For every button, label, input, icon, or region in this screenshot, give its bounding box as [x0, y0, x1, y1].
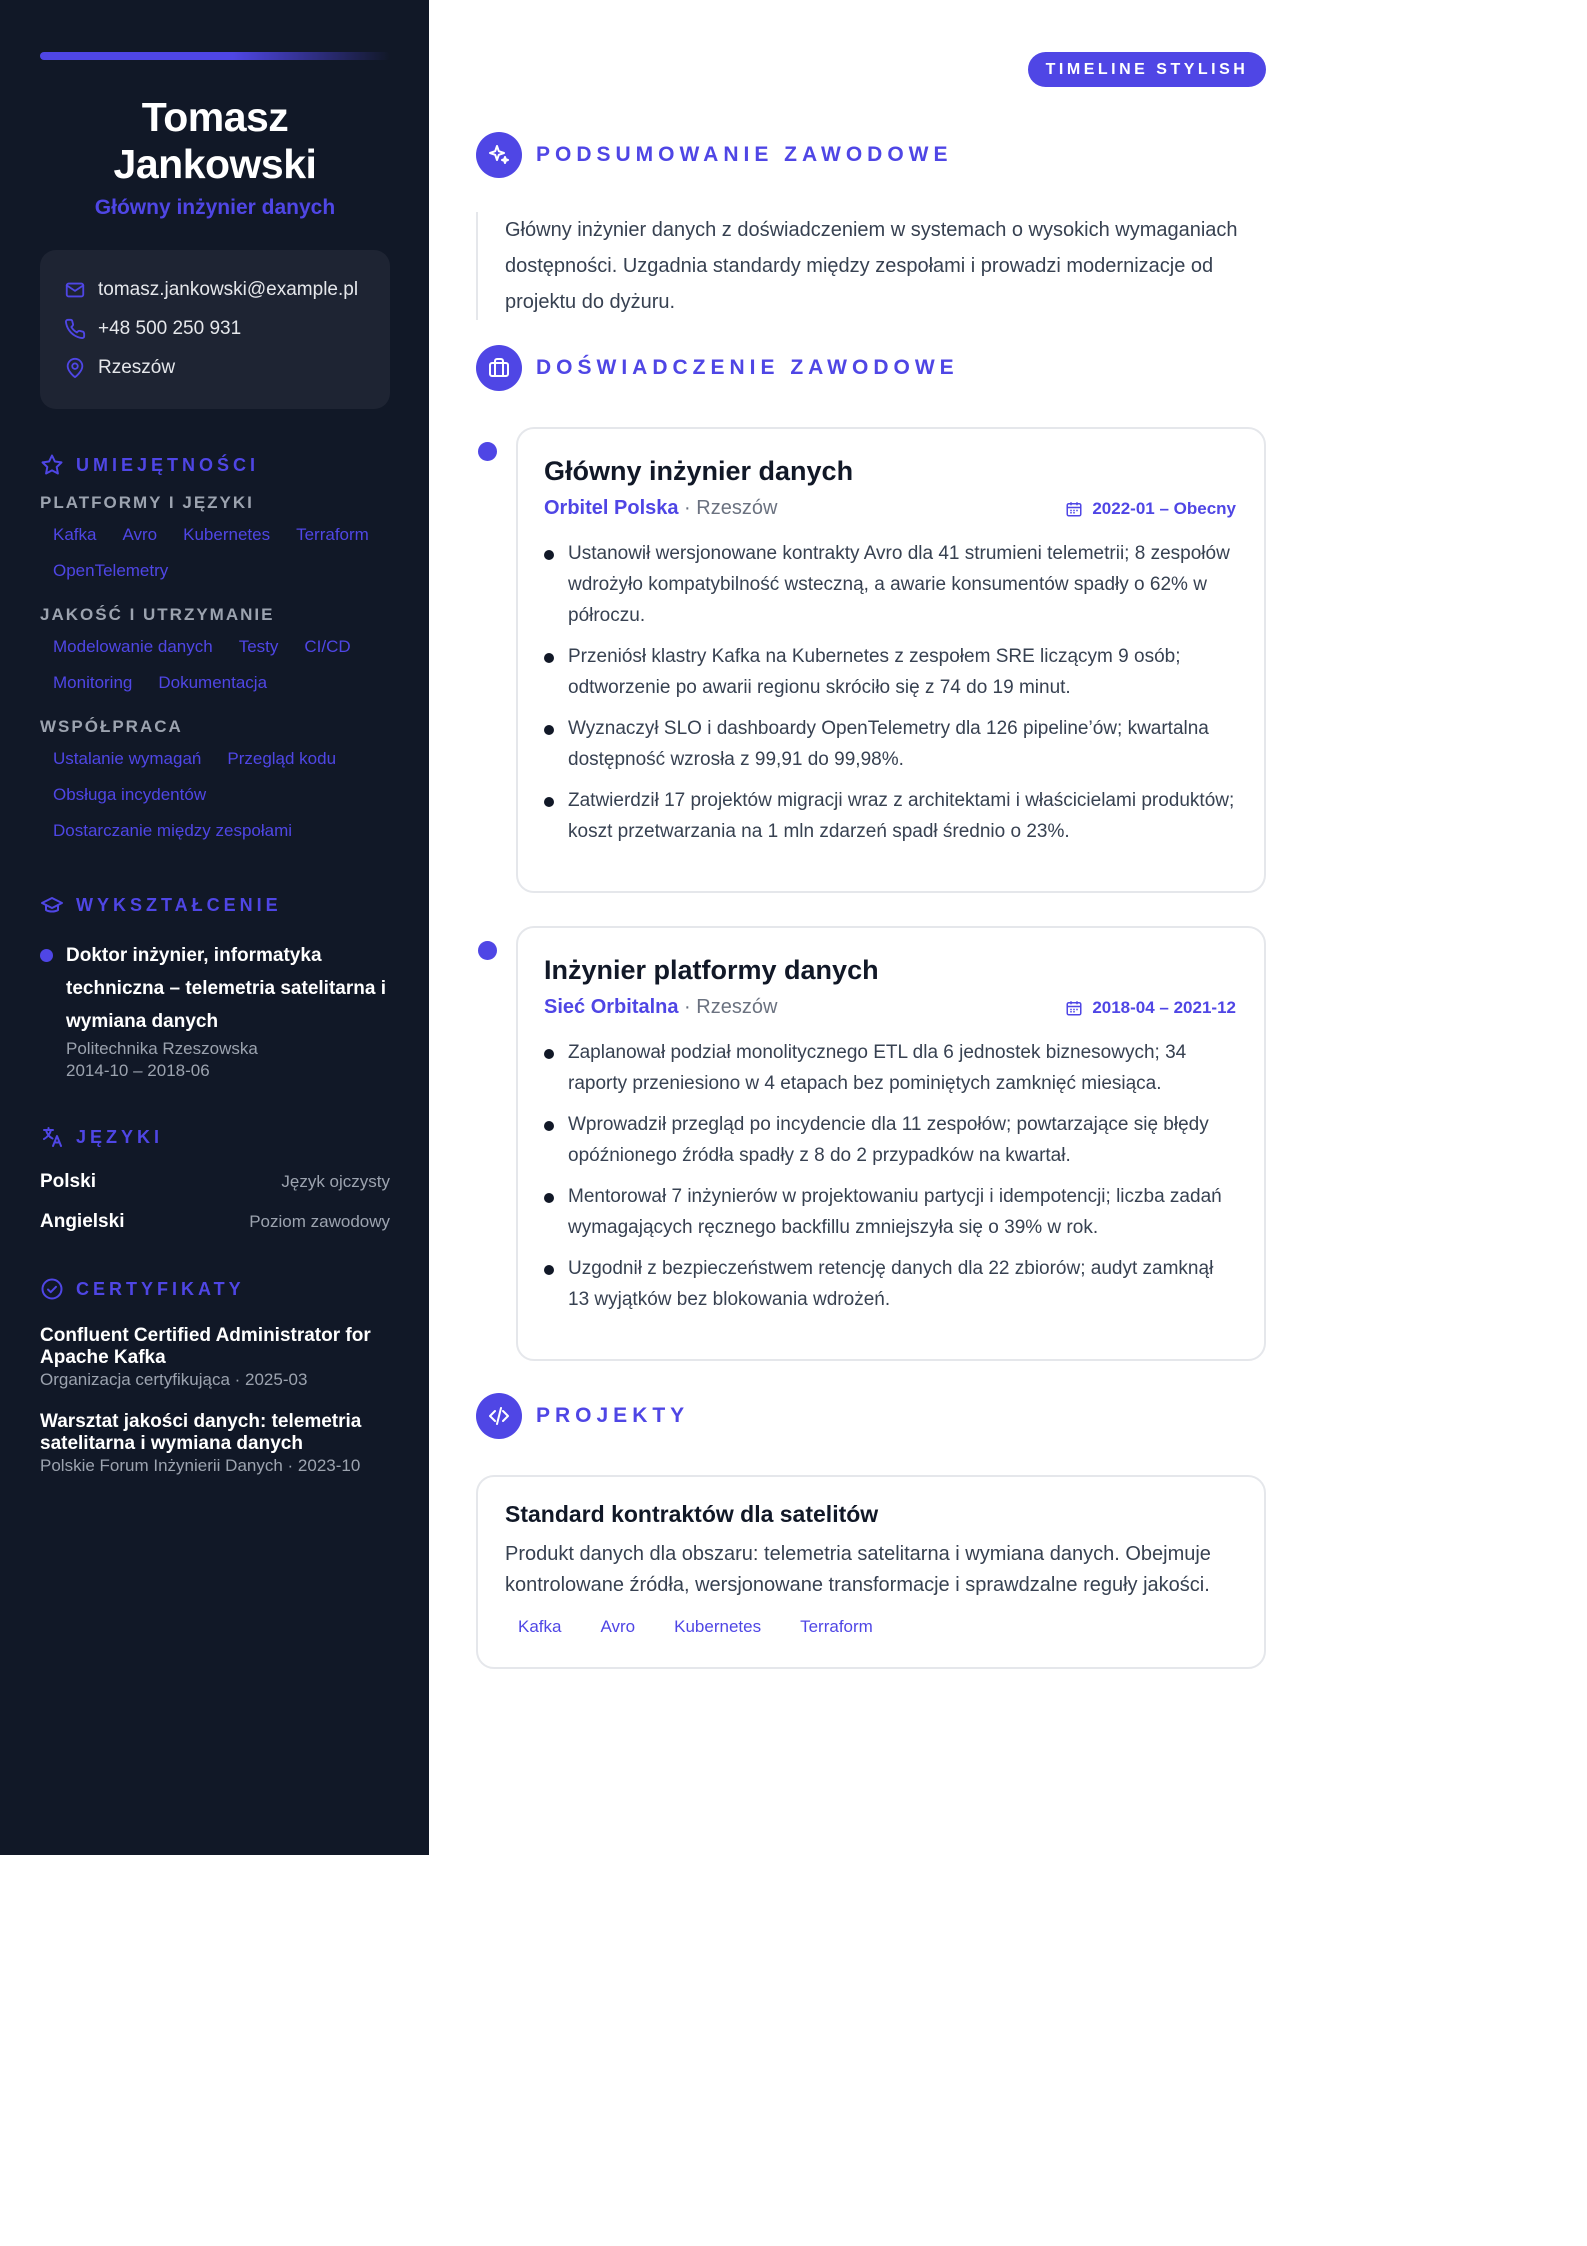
education-entry	[40, 939, 390, 1083]
phone-text: +48 500 250 931	[98, 317, 242, 339]
achievement-item: Wprowadził przegląd po incydencie dla 11 zespołów; powtarzające się błędy opóźnionego źródła spadły z 8 do 2 przypadków na kwartał.	[544, 1109, 1236, 1171]
project-tag: Kafka	[518, 1617, 562, 1636]
certificates-heading-text: CERTYFIKATY	[76, 1278, 245, 1299]
education-heading-text: WYKSZTAŁCENIE	[76, 894, 282, 915]
language-name: Angielski	[40, 1211, 125, 1232]
sidebar	[0, 0, 429, 1855]
job-dates-text: 2018-04 – 2021-12	[1092, 997, 1236, 1017]
education-degree: Doktor inżynier, informatyka techniczna – telemetria satelitarna i wymiana danych	[66, 945, 386, 1032]
calendar-icon	[1065, 999, 1092, 1017]
project-tag: Terraform	[800, 1617, 873, 1636]
job-card	[516, 926, 1266, 1361]
certificate-meta: Organizacja certyfikująca · 2025-03	[40, 1370, 308, 1389]
projects-heading	[476, 1393, 689, 1439]
mail-icon	[64, 279, 86, 301]
job-location: · Rzeszów	[678, 996, 778, 1018]
contact-email[interactable]	[64, 270, 370, 309]
timeline-dot	[40, 949, 53, 962]
language-row	[40, 1211, 390, 1233]
company-name: Sieć Orbitalna	[544, 996, 679, 1018]
email-text: tomasz.jankowski@example.pl	[98, 278, 359, 300]
skill-chip: Dokumentacja	[158, 673, 268, 692]
achievement-list	[544, 538, 1236, 847]
skill-chip: Avro	[122, 525, 158, 544]
skill-chip: Testy	[238, 637, 279, 656]
language-level: Język ojczysty	[281, 1172, 390, 1191]
contact-location	[64, 348, 370, 387]
job-company	[544, 996, 777, 1019]
certificate-meta: Polskie Forum Inżynierii Danych · 2023-10	[40, 1456, 361, 1475]
contact-phone[interactable]	[64, 309, 370, 348]
project-description: Produkt danych dla obszaru: telemetria satelitarna i wymiana danych. Obejmuje kontrolowane źródła, wersjonowane transformacje i sprawdzalne reguły jakości.	[505, 1543, 1211, 1596]
education-heading	[40, 893, 390, 917]
skill-chips	[40, 629, 390, 701]
project-tag: Kubernetes	[674, 1617, 762, 1636]
skill-chips	[40, 517, 390, 589]
skill-chip: CI/CD	[304, 637, 351, 656]
skill-group-title: JAKOŚĆ I UTRZYMANIE	[40, 605, 275, 624]
candidate-name: Tomasz Jankowski	[113, 94, 317, 187]
map-pin-icon	[64, 357, 86, 379]
job-dates	[1065, 499, 1236, 519]
experience-heading-text: DOŚWIADCZENIE ZAWODOWE	[536, 356, 959, 379]
achievement-item: Zatwierdził 17 projektów migracji wraz z architektami i właścicielami produktów; koszt przetwarzania na 1 mln zdarzeń spadł średnio o 23%.	[544, 785, 1236, 847]
skill-chip: Przegląd kodu	[227, 749, 337, 768]
candidate-role: Główny inżynier danych	[94, 196, 336, 219]
achievement-item: Ustanowił wersjonowane kontrakty Avro dla 41 strumieni telemetrii; 8 zespołów wdrożyło kompatybilność wsteczną, a awarie konsumentów spadły o 62% w półroczu.	[544, 538, 1236, 631]
summary-heading-text: PODSUMOWANIE ZAWODOWE	[536, 143, 953, 166]
skills-heading	[40, 453, 390, 477]
skill-chip: Monitoring	[53, 673, 133, 692]
company-name: Orbitel Polska	[544, 497, 679, 519]
skill-chip: Kafka	[53, 525, 97, 544]
summary-text: Główny inżynier danych z doświadczeniem w systemach o wysokich wymaganiach dostępności. Uzgadnia standardy między zespołami i prowadzi modernizacje od projektu do dyżuru.	[476, 212, 1266, 320]
skill-group-title: PLATFORMY I JĘZYKI	[40, 493, 254, 512]
accent-bar	[40, 52, 390, 60]
achievement-item: Zaplanował podział monolitycznego ETL dla 6 jednostek biznesowych; 34 raporty przeniesiono w 4 etapach bez pominiętych zamknięć miesiąca.	[544, 1037, 1236, 1099]
contact-card	[40, 250, 390, 409]
job-location: · Rzeszów	[678, 497, 778, 519]
education-dates: 2014-10 – 2018-06	[66, 1061, 210, 1080]
star-icon	[40, 453, 64, 477]
certificate-title: Warsztat jakości danych: telemetria satelitarna i wymiana danych	[40, 1411, 362, 1454]
skills-heading-text: UMIEJĘTNOŚCI	[76, 454, 260, 475]
skill-chips	[40, 741, 390, 849]
certificate-entry	[40, 1325, 390, 1391]
job-company	[544, 497, 777, 520]
certificates-heading	[40, 1277, 390, 1301]
job-title: Główny inżynier danych	[544, 456, 854, 486]
graduation-cap-icon	[40, 893, 64, 917]
achievement-item: Mentorował 7 inżynierów w projektowaniu partycji i idempotencji; liczba zadań wymagających ręcznego backfillu zmniejszyła się o 39% w rok.	[544, 1181, 1236, 1243]
achievement-list	[544, 1037, 1236, 1315]
location-text: Rzeszów	[98, 356, 176, 378]
languages-heading-text: JĘZYKI	[76, 1126, 164, 1147]
achievement-item: Przeniósł klastry Kafka na Kubernetes z zespołem SRE liczącym 9 osób; odtworzenie po awarii regionu skróciło się z 74 do 19 minut.	[544, 641, 1236, 703]
experience-heading	[476, 345, 959, 391]
job-meta	[544, 497, 1236, 520]
skill-chip: Dostarczanie między zespołami	[53, 821, 293, 840]
skill-chip: Terraform	[296, 525, 369, 544]
skill-chip: Obsługa incydentów	[53, 785, 207, 804]
template-badge: TIMELINE STYLISH	[1028, 52, 1266, 87]
achievement-item: Uzgodnił z bezpieczeństwem retencję danych dla 22 zbiorów; audyt zamknął 13 wyjątków bez blokowania wdrożeń.	[544, 1253, 1236, 1315]
project-tags	[505, 1611, 1236, 1643]
achievement-item: Wyznaczył SLO i dashboardy OpenTelemetry dla 126 pipeline’ów; kwartalna dostępność wzrosła z 99,91 do 99,98%.	[544, 713, 1236, 775]
briefcase-icon	[476, 345, 522, 391]
projects-heading-text: PROJEKTY	[536, 1404, 690, 1427]
skill-chip: OpenTelemetry	[53, 561, 169, 580]
timeline-dot	[478, 941, 497, 960]
skill-chip: Ustalanie wymagań	[53, 749, 202, 768]
job-meta	[544, 996, 1236, 1019]
languages-heading	[40, 1125, 390, 1149]
job-card	[516, 427, 1266, 893]
language-row	[40, 1171, 390, 1193]
code-icon	[476, 1393, 522, 1439]
summary-heading	[476, 132, 953, 178]
skill-chip: Kubernetes	[183, 525, 271, 544]
skill-group-title: WSPÓŁPRACA	[40, 717, 183, 736]
translate-icon	[40, 1125, 64, 1149]
skill-chip: Modelowanie danych	[53, 637, 213, 656]
language-level: Poziom zawodowy	[249, 1212, 390, 1231]
certificate-title: Confluent Certified Administrator for Apache Kafka	[40, 1325, 371, 1368]
job-title: Inżynier platformy danych	[544, 955, 879, 985]
project-card	[476, 1475, 1266, 1669]
sparkles-icon	[476, 132, 522, 178]
phone-icon	[64, 318, 86, 340]
project-tag: Avro	[600, 1617, 636, 1636]
timeline-dot	[478, 442, 497, 461]
job-dates-text: 2022-01 – Obecny	[1092, 498, 1236, 518]
project-title: Standard kontraktów dla satelitów	[505, 1501, 879, 1527]
calendar-icon	[1065, 500, 1092, 518]
badge-check-icon	[40, 1277, 64, 1301]
education-school: Politechnika Rzeszowska	[66, 1039, 258, 1058]
certificate-entry	[40, 1411, 390, 1477]
language-name: Polski	[40, 1171, 96, 1192]
job-dates	[1065, 998, 1236, 1018]
